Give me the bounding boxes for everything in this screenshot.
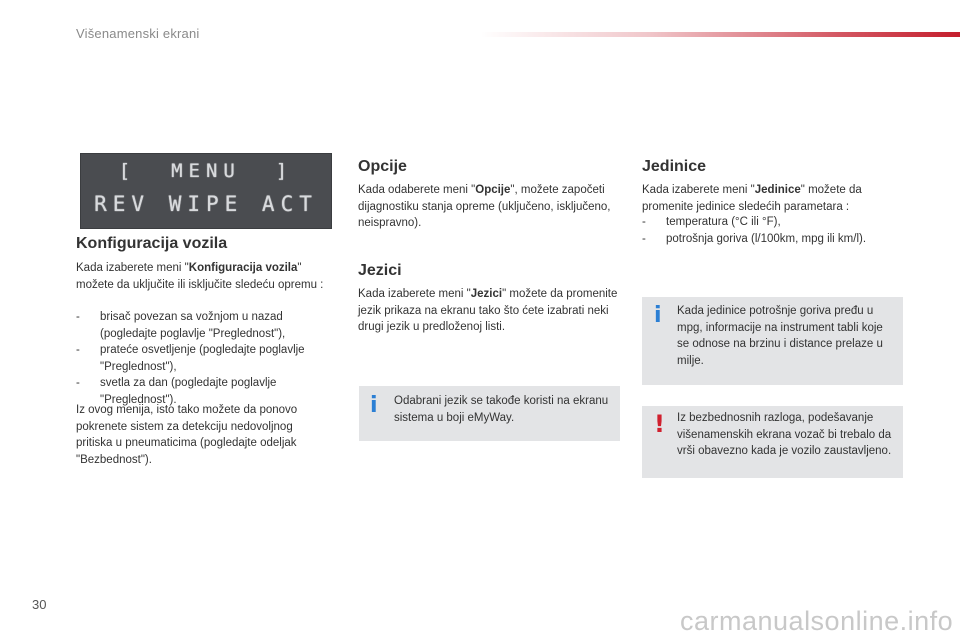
- lcd-line-rev-wipe: REV WIPE ACT: [94, 192, 318, 216]
- header-accent-bar: [480, 32, 960, 37]
- list-item: - brisač povezan sa vožnjom u nazad (pogledajte poglavlje "Preglednost"),: [76, 311, 286, 340]
- warning-icon: !: [654, 410, 665, 438]
- page-number: 30: [32, 597, 47, 612]
- jedinice-menu-name: Jedinice: [754, 184, 801, 196]
- jezici-menu-name: Jezici: [470, 288, 503, 300]
- jedinice-list: [642, 214, 902, 247]
- heading-jezici: Jezici: [358, 262, 402, 279]
- list-item: - prateće osvetljenje (pogledajte poglavlje "Preglednost"),: [76, 344, 305, 373]
- heading-opcije: Opcije: [358, 158, 407, 175]
- konfiguracija-list: [76, 309, 326, 408]
- list-item: - svetla za dan (pogledajte poglavlje "Preglednost").: [76, 377, 277, 406]
- konfiguracija-intro: Kada izaberete meni "Konfiguracija vozila" možete da uključite ili isključite sledeću opremu :: [76, 262, 324, 291]
- jedinice-warning-note: [642, 406, 903, 478]
- lcd-line-menu: [ MENU ]: [118, 160, 294, 182]
- heading-jedinice: Jedinice: [642, 158, 707, 175]
- opcije-text: Kada odaberete meni "Opcije", možete započeti dijagnostiku stanja opreme (uključeno, isključeno, neispravno).: [358, 184, 611, 229]
- jezici-note-text: Odabrani jezik se takođe koristi na ekranu sistema u boji eMyWay.: [394, 395, 609, 424]
- page-header-title: Višenamenski ekrani: [76, 26, 200, 41]
- konfiguracija-menu-name: Konfiguracija vozila: [188, 262, 298, 274]
- info-icon: i: [654, 303, 662, 328]
- list-item: - temperatura (°C ili °F),: [642, 216, 781, 228]
- watermark: carmanualsonline.info: [680, 606, 954, 636]
- lcd-display: [80, 153, 332, 229]
- jedinice-text: Kada izaberete meni "Jedinice" možete da promenite jedinice sledećih parametara :: [642, 184, 862, 213]
- heading-konfiguracija: Konfiguracija vozila: [76, 235, 228, 252]
- list-item: - potrošnja goriva (l/100km, mpg ili km/l).: [642, 232, 867, 245]
- jezici-info-note: [359, 386, 620, 441]
- konfiguracija-outro: Iz ovog menija, isto tako možete da ponovo pokrenete sistem za detekciju nedovoljnog pritiska u pneumaticima (pogledajte odeljak "Bezbednost").: [76, 404, 298, 466]
- jezici-text: Kada izaberete meni "Jezici" možete da promenite jezik prikaza na ekranu tako što ćete izabrati neki drugi jezik u predloženoj listi.: [358, 288, 618, 333]
- opcije-menu-name: Opcije: [475, 184, 511, 196]
- info-icon: i: [370, 393, 378, 418]
- jedinice-info-note: [642, 297, 903, 385]
- jedinice-warning-text: Iz bezbednosnih razloga, podešavanje višenamenskih ekrana vozač bi trebalo da vrši obavezno kada je vozilo zaustavljeno.: [677, 412, 892, 457]
- jedinice-info-text: Kada jedinice potrošnje goriva pređu u mpg, informacije na instrument tabli koje se odnose na brzinu i distance prelaze u milje.: [677, 305, 883, 367]
